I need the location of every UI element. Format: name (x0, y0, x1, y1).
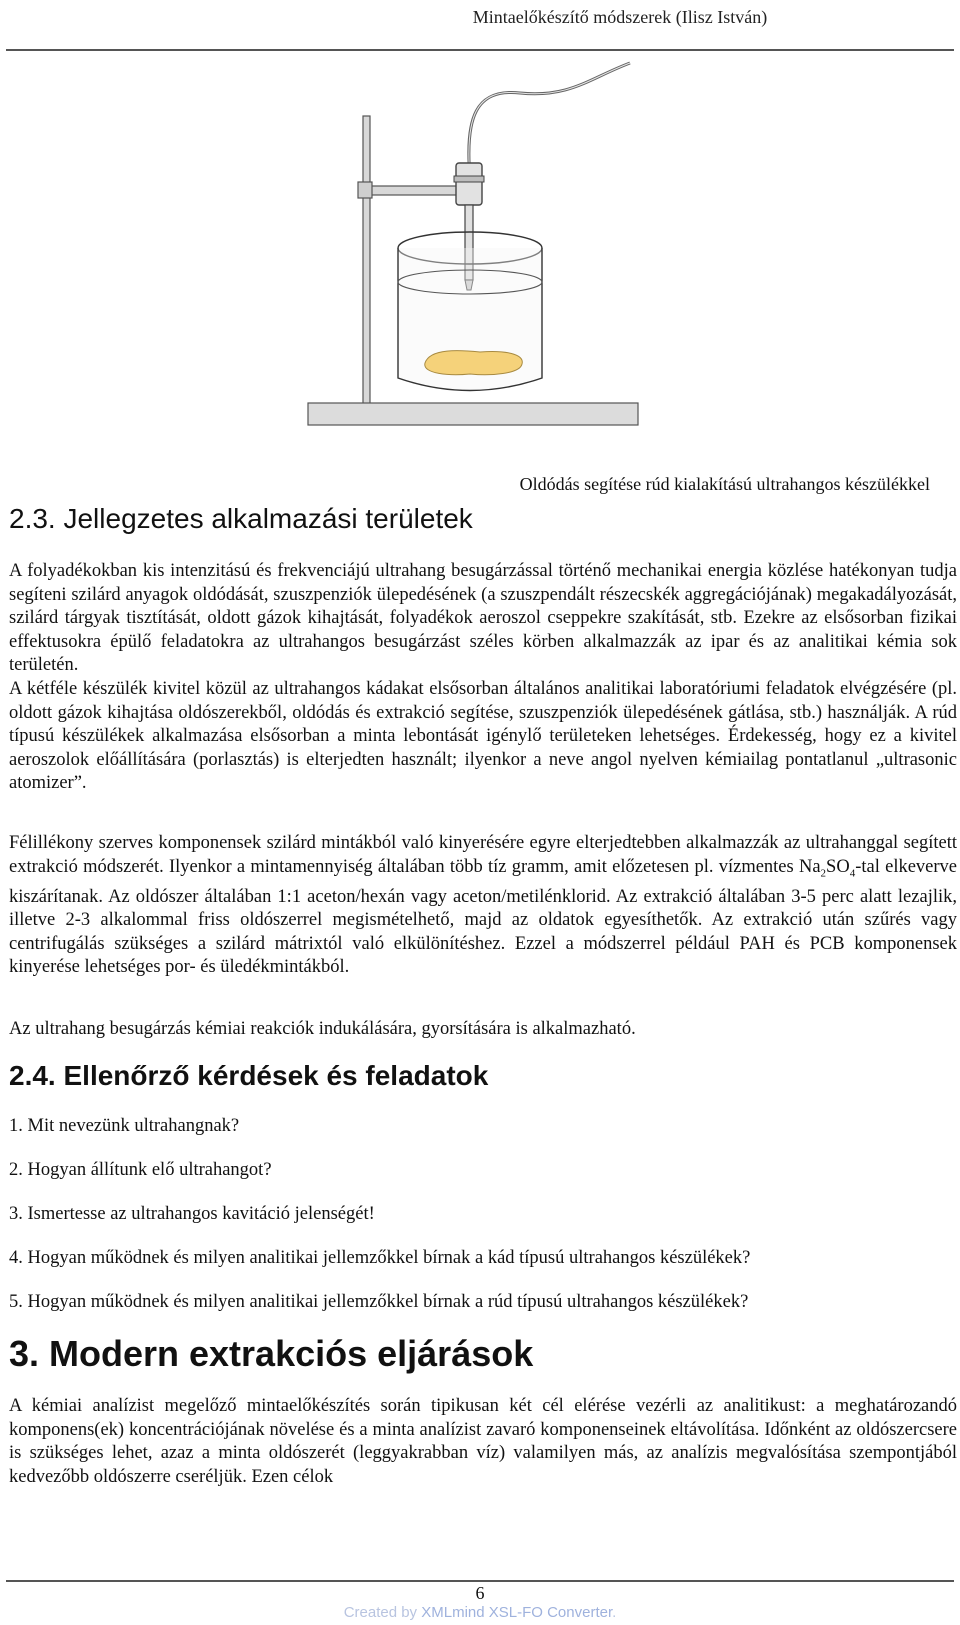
clamp-arm (363, 186, 463, 195)
paragraph-extraction: Félillékony szerves komponensek szilárd mintákból való kinyerésére egyre elterjedtebben alkalmazzák az ultrahanggal segített extrakció módszerét. Ilyenkor a mintamennyiség általában több tíz gramm, amit előzetesen pl. vízmentes $Na_2SO_4$-tal elkeverve kiszárítanak. Az oldószer általában 1:1 aceton/hexán vagy aceton/metilénklorid. Az extrakció általában 3-5 perc alatt lezajlik, illetve 2-3 alkalommal friss oldószerrel megismételhető, majd az oldatok egyesíthetők. Az extrakció után szűrés vagy centrifugálás szükséges a szilárd mátrixtól való elkülönítéshez. Ezzel a módszerrel például PAH és PCB komponensek kinyerése lehetséges por- és üledékmintákból. (9, 833, 957, 978)
footer-divider (6, 1580, 954, 1582)
converter-credit: Created by XMLmind XSL-FO Converter. (343, 1604, 617, 1621)
question-item: 3. Ismertesse az ultrahangos kavitáció jelenségét! (9, 1204, 375, 1224)
chapter-heading-3: 3. Modern extrakciós eljárások (9, 1333, 534, 1374)
paragraph-device-types: A kétféle készülék kivitel közül az ultrahangos kádakat elsősorban általános analitikai laboratóriumi feladatok elvégzésére (pl. oldott gázok kihajtása oldószerekből, oldódás és extrakció segítése, szuszpenziók ülepedésének gátlása, stb.) használják. A rúd típusú készülékek alkalmazása elsősorban a minta lebontását igénylő területeken lehetséges. Érdekesség, hogy ez a kivitel aeroszolok előállítására (porlasztás) is elterjedten használt; ilyenkor a neve angol nyelven kémiailag pontatlanul „ultrasonic atomizer”. (9, 679, 957, 793)
probe-head (456, 163, 482, 205)
header-divider (6, 49, 954, 51)
question-item: 5. Hogyan működnek és milyen analitikai jellemzőkkel bírnak a rúd típusú ultrahangos készülékek? (9, 1292, 749, 1312)
paragraph-extraction-intro: A kémiai analízist megelőző mintaelőkészítés során tipikusan két cél elérése vezérli az analitikust: a meghatározandó komponens(ek) koncentrációjának növelése és a minta analízist zavaró komponenseinek eltávolítása. Időnként az oldószercsere is szükséges lehet, azaz a minta oldószerét (leggyakrabban víz) valamilyen más, az analízis megvalósítása szempontjából kedvezőbb oldószerre cseréljük. Ezen célok (9, 1396, 957, 1487)
page-number: 6 (475, 1583, 485, 1603)
paragraph-applications: A folyadékokban kis intenzitású és frekvenciájú ultrahang besugárzással történő mechanikai energia közlése hatékonyan tudja segíteni szilárd anyagok oldódását, szuszpenziók ülepedésének (a szuszpendált részecskék aggregációjának) megakadályozását, szilárd tárgyak tisztítását, oldott gázok kihajtását, folyadékok aeroszol cseppekre szakítását, stb. Ezekre az elsősorban fizikai effektusokra épülő feladatokra az ultrahangos besugárzást széles körben alkalmazzák az ipar és az analitikai kémia sok területén. (9, 561, 957, 675)
page-header (0, 4, 960, 30)
question-item: 1. Mit nevezünk ultrahangnak? (9, 1116, 240, 1136)
stand-rod (363, 116, 370, 416)
section-heading-2-4: 2.4. Ellenőrző kérdések és feladatok (9, 1060, 489, 1091)
header-title: Mintaelőkészítő módszerek (Ilisz István) (472, 7, 768, 27)
sample-material (425, 351, 523, 375)
ultrasonic-probe-figure (300, 58, 660, 438)
figure-caption: Oldódás segítése rúd kialakítású ultrahangos készülékkel (519, 474, 930, 494)
cable (469, 63, 630, 178)
base-plate (308, 403, 638, 425)
section-heading-2-3: 2.3. Jellegzetes alkalmazási területek (9, 503, 473, 534)
question-item: 4. Hogyan működnek és milyen analitikai jellemzőkkel bírnak a kád típusú ultrahangos készülékek? (9, 1248, 751, 1268)
question-item: 2. Hogyan állítunk elő ultrahangot? (9, 1160, 272, 1180)
paragraph-reactions: Az ultrahang besugárzás kémiai reakciók indukálására, gyorsítására is alkalmazható. (9, 1019, 636, 1039)
